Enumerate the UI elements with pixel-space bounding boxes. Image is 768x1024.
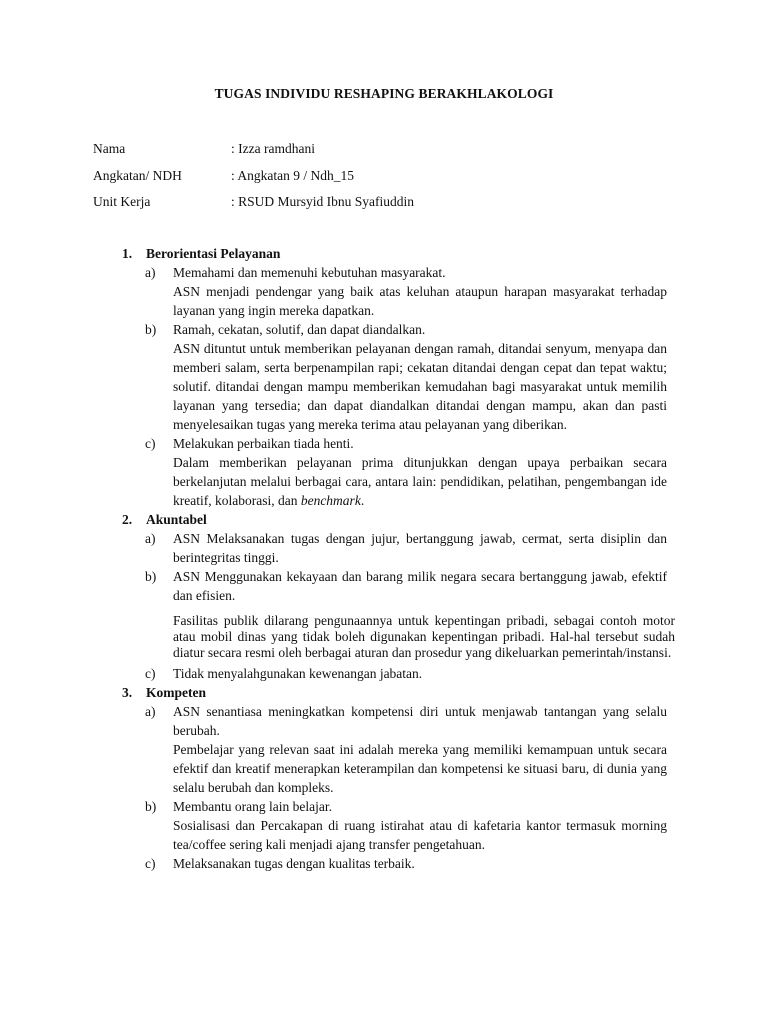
section-title: Akuntabel <box>146 512 207 527</box>
section-berorientasi-pelayanan <box>0 244 768 510</box>
item-description-end: . <box>360 493 365 508</box>
document-body <box>0 244 768 873</box>
list-item <box>0 567 768 661</box>
item-description-emphasis: benchmark <box>300 493 361 508</box>
info-value: : RSUD Mursyid Ibnu Syafiuddin <box>231 194 415 209</box>
info-value: : Angkatan 9 / Ndh_15 <box>231 168 354 183</box>
item-marker: a) <box>145 531 156 546</box>
item-marker: b) <box>145 322 157 337</box>
item-description: Pembelajar yang relevan saat ini adalah mereka yang memiliki kemampuan untuk secara efektif dan kreatif menerapkan keterampilan dan kompetensi ke situasi baru, di dunia yang selalu berubah dan kompleks. <box>173 742 667 795</box>
section-heading <box>0 244 768 263</box>
document-title: TUGAS INDIVIDU RESHAPING BERAKHLAKOLOGI <box>214 86 554 101</box>
item-text: Memahami dan memenuhi kebutuhan masyarakat. <box>173 265 446 280</box>
info-label: Unit Kerja <box>93 194 151 209</box>
item-marker: b) <box>145 569 157 584</box>
list-item <box>0 854 768 873</box>
section-title: Kompeten <box>146 685 206 700</box>
item-text: Melaksanakan tugas dengan kualitas terbaik. <box>173 856 415 871</box>
list-item <box>0 797 768 854</box>
item-description <box>173 453 667 510</box>
item-marker: a) <box>145 265 156 280</box>
item-description: ASN dituntut untuk memberikan pelayanan dengan ramah, ditandai senyum, menyapa dan memberi salam, serta berpenampilan rapi; cekatan ditandai dengan cepat dan tepat waktu; solutif. ditandai dengan mampu memberikan kemudahan bagi masyarakat untuk memilih layanan yang tersedia; dan dapat diandalkan ditandai dengan mampu, akan dan pasti menyelesaikan tugas yang mereka terima atau pelayanan yang diberikan. <box>173 341 667 432</box>
section-akuntabel <box>0 510 768 683</box>
item-text: ASN Menggunakan kekayaan dan barang milik negara secara bertanggung jawab, efektif dan efisien. <box>173 569 667 603</box>
section-title: Berorientasi Pelayanan <box>146 246 281 261</box>
section-number: 1. <box>122 246 133 261</box>
item-description: Fasilitas publik dilarang pengunaannya untuk kepentingan pribadi, sebagai contoh motor atau mobil dinas yang tidak boleh digunakan kepentingan pribadi. Hal-hal tersebut sudah diatur secara resmi oleh berbagai aturan dan prosedur yang dikeluarkan pemerintah/instansi. <box>173 613 675 660</box>
item-text: Melakukan perbaikan tiada henti. <box>173 436 354 451</box>
info-label: Angkatan/ NDH <box>93 168 182 183</box>
info-label: Nama <box>93 141 126 156</box>
section-number: 3. <box>122 685 133 700</box>
list-item <box>0 263 768 320</box>
item-text: ASN senantiasa meningkatkan kompetensi diri untuk menjawab tantangan yang selalu berubah. <box>173 704 667 738</box>
info-value: : Izza ramdhani <box>231 141 315 156</box>
item-description: ASN menjadi pendengar yang baik atas keluhan ataupun harapan masyarakat terhadap layanan yang ingin mereka dapatkan. <box>173 284 667 318</box>
section-heading <box>0 510 768 529</box>
item-text: Ramah, cekatan, solutif, dan dapat diandalkan. <box>173 322 426 337</box>
section-heading <box>0 683 768 702</box>
item-marker: c) <box>145 666 156 681</box>
item-marker: c) <box>145 436 156 451</box>
item-description-text: Dalam memberikan pelayanan prima ditunjukkan dengan upaya perbaikan secara berkelanjutan melalui berbagai cara, antara lain: pendidikan, pelatihan, pengembangan ide kreatif, kolaborasi, dan <box>173 455 667 508</box>
list-item <box>0 320 768 434</box>
section-number: 2. <box>122 512 133 527</box>
list-item <box>0 434 768 510</box>
list-item <box>0 529 768 567</box>
item-text: Membantu orang lain belajar. <box>173 799 332 814</box>
list-item <box>0 664 768 683</box>
item-text: Tidak menyalahgunakan kewenangan jabatan. <box>173 666 423 681</box>
item-marker: b) <box>145 799 157 814</box>
item-text: ASN Melaksanakan tugas dengan jujur, bertanggung jawab, cermat, serta disiplin dan berintegritas tinggi. <box>173 531 667 565</box>
list-item <box>0 702 768 797</box>
item-marker: c) <box>145 856 156 871</box>
section-kompeten <box>0 683 768 873</box>
item-description: Sosialisasi dan Percakapan di ruang istirahat atau di kafetaria kantor termasuk morning tea/coffee sering kali menjadi ajang transfer pengetahuan. <box>173 818 667 852</box>
item-marker: a) <box>145 704 156 719</box>
